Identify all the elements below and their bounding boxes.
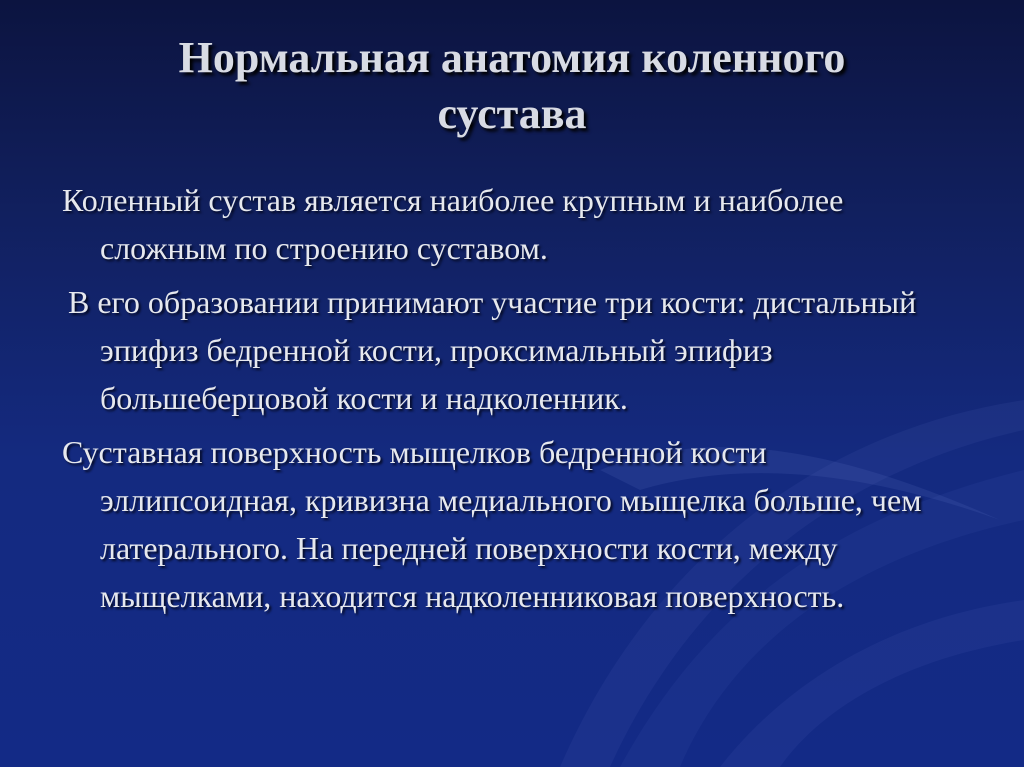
paragraph-condyles: Суставная поверхность мыщелков бедренной кости эллипсоидная, кривизна медиального мыщелка больше, чем латерального. На передней поверхности кости, между мыщелками, находится надколенниковая поверхность. bbox=[62, 434, 922, 614]
paragraph-knee-joint-intro: Коленный сустав является наиболее крупным и наиболее сложным по строению суставом. bbox=[62, 182, 844, 266]
title-line-2: сустава bbox=[437, 89, 587, 138]
paragraph-bones: В его образовании принимают участие три кости: дистальный эпифиз бедренной кости, проксимальный эпифиз большеберцовой кости и надколенник. bbox=[68, 284, 917, 416]
title-line-1: Нормальная анатомия коленного bbox=[178, 33, 846, 82]
slide-title bbox=[40, 30, 984, 142]
slide-body bbox=[62, 176, 962, 626]
